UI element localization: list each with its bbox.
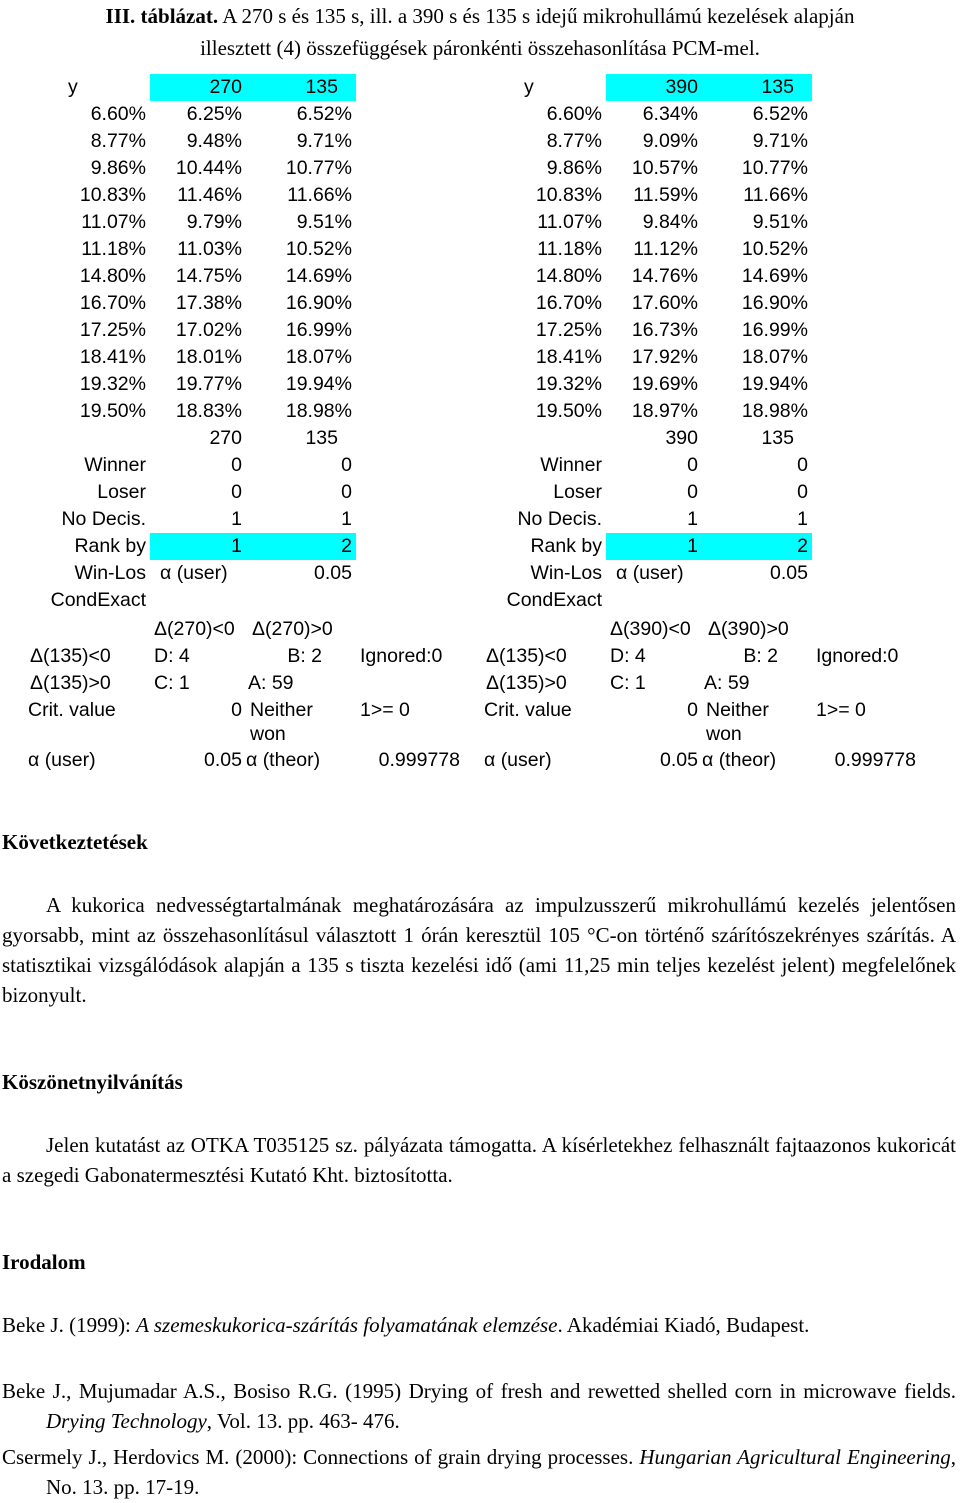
cell-b: B: 2 <box>287 645 322 667</box>
loser-label: Loser <box>553 481 602 503</box>
alpha-theor-value: 0.999778 <box>378 749 460 771</box>
cell-col-2: 6.52% <box>296 103 352 125</box>
header-col-1: 270 <box>209 76 242 98</box>
table-caption <box>4 0 956 64</box>
header-col-1: 390 <box>665 76 698 98</box>
cell-y: 17.25% <box>535 319 602 341</box>
delta-pos-label: Δ(135)>0 <box>30 672 111 694</box>
alpha-user-value: 0.05 <box>314 562 352 584</box>
conclusions-paragraph <box>2 890 956 1010</box>
reference-part: Beke J., Mujumadar A.S., Bosiso R.G. (1995) Drying of fresh and rewetted shelled corn in microwave fields. <box>2 1379 956 1403</box>
nodecis-val-1: 1 <box>231 508 242 530</box>
reference-part: . Akadémiai Kiadó, Budapest. <box>557 1313 810 1337</box>
cell-col-2: 10.77% <box>741 157 808 179</box>
cell-y: 14.80% <box>535 265 602 287</box>
cell-col-1: 18.97% <box>631 400 698 422</box>
cell-col-2: 11.66% <box>743 184 808 206</box>
cell-col-1: 6.25% <box>186 103 242 125</box>
subheader-col-1: 270 <box>209 427 242 449</box>
cell-y: 18.41% <box>535 346 602 368</box>
alpha-user-value-2: 0.05 <box>660 749 698 771</box>
winner-val-1: 0 <box>687 454 698 476</box>
header-y: y <box>68 76 78 98</box>
cell-y: 8.77% <box>90 130 146 152</box>
cell-col-1: 14.76% <box>631 265 698 287</box>
loser-val-2: 0 <box>341 481 352 503</box>
pcm-table-1 <box>0 74 470 774</box>
loser-val-1: 0 <box>687 481 698 503</box>
winner-label: Winner <box>84 454 146 476</box>
reference-part: Csermely J., Herdovics M. (2000): Connections of grain drying processes. <box>2 1445 640 1469</box>
subheader-col-2: 135 <box>305 427 338 449</box>
cell-col-2: 9.51% <box>752 211 808 233</box>
cell-col-2: 16.90% <box>741 292 808 314</box>
reference-item <box>2 1376 956 1436</box>
winner-val-1: 0 <box>231 454 242 476</box>
alpha-theor-label: α (theor) <box>702 749 777 771</box>
nodecis-val-2: 1 <box>797 508 808 530</box>
alpha-user-value: 0.05 <box>770 562 808 584</box>
cell-col-1: 9.79% <box>186 211 242 233</box>
delta-neg-label: Δ(135)<0 <box>30 645 111 667</box>
cell-y: 10.83% <box>79 184 146 206</box>
loser-val-2: 0 <box>797 481 808 503</box>
cell-col-1: 19.69% <box>631 373 698 395</box>
cell-col-2: 10.52% <box>741 238 808 260</box>
winlos-label: Win-Los <box>530 562 602 584</box>
delta-head-1: Δ(270)<0 <box>154 618 235 640</box>
reference-part: , No. 13. pp. 17-19. <box>46 1445 956 1499</box>
cell-col-1: 17.38% <box>175 292 242 314</box>
cell-col-1: 10.57% <box>631 157 698 179</box>
cell-col-2: 18.07% <box>741 346 808 368</box>
pcm-table-2 <box>456 74 926 774</box>
header-y: y <box>524 76 534 98</box>
cell-y: 17.25% <box>79 319 146 341</box>
cell-y: 19.50% <box>535 400 602 422</box>
cell-col-2: 9.71% <box>752 130 808 152</box>
cell-col-2: 19.94% <box>285 373 352 395</box>
cell-col-1: 11.03% <box>177 238 242 260</box>
cell-y: 14.80% <box>79 265 146 287</box>
caption-text-1: A 270 s és 135 s, ill. a 390 s és 135 s idejű mikrohullámú kezelések alapján <box>218 4 855 28</box>
cell-col-2: 9.71% <box>296 130 352 152</box>
rankby-val-1: 1 <box>687 535 698 557</box>
cell-col-1: 11.59% <box>633 184 698 206</box>
reference-part: Hungarian Agricultural Engineering <box>639 1445 951 1469</box>
cell-y: 6.60% <box>546 103 602 125</box>
header-col-2: 135 <box>305 76 338 98</box>
header-col-2: 135 <box>761 76 794 98</box>
cell-col-2: 10.77% <box>285 157 352 179</box>
cell-col-2: 16.99% <box>741 319 808 341</box>
winlos-label: Win-Los <box>74 562 146 584</box>
conclusions-text: A kukorica nedvességtartalmának meghatározására az impulzusszerű mikrohullámú kezelés jelentősen gyorsabb, mint az összehasonlításul választott 1 órán keresztül 105 °C-on történő szárítószekrényes szárítás. A statisztikai vizsgálódások alapján a 135 s tiszta kezelési idő (ami 11,25 min teljes kezelést jelent) megfelelőnek bizonyult. <box>2 893 956 1007</box>
loser-val-1: 0 <box>231 481 242 503</box>
cell-col-1: 11.12% <box>633 238 698 260</box>
delta-pos-label: Δ(135)>0 <box>486 672 567 694</box>
neither-label: Neither <box>250 699 313 721</box>
cell-col-1: 9.09% <box>642 130 698 152</box>
cell-col-2: 16.99% <box>285 319 352 341</box>
cell-y: 16.70% <box>79 292 146 314</box>
references-heading: Irodalom <box>2 1250 86 1274</box>
cell-c: C: 1 <box>610 672 646 694</box>
cell-y: 18.41% <box>79 346 146 368</box>
cell-b: B: 2 <box>743 645 778 667</box>
cell-d: D: 4 <box>154 645 190 667</box>
cell-col-2: 10.52% <box>285 238 352 260</box>
cell-y: 11.07% <box>81 211 146 233</box>
cell-col-2: 18.98% <box>741 400 808 422</box>
reference-item <box>2 1442 956 1502</box>
crit-label: Crit. value <box>484 699 572 721</box>
condexact-label: CondExact <box>506 589 602 611</box>
cell-col-1: 18.01% <box>175 346 242 368</box>
ignored: Ignored:0 <box>360 645 443 667</box>
cell-y: 19.32% <box>535 373 602 395</box>
crit-label: Crit. value <box>28 699 116 721</box>
neither-label: Neither <box>706 699 769 721</box>
alpha-theor-value: 0.999778 <box>834 749 916 771</box>
cell-a: A: 59 <box>248 672 294 694</box>
winner-label: Winner <box>540 454 602 476</box>
cell-y: 9.86% <box>90 157 146 179</box>
cell-y: 6.60% <box>90 103 146 125</box>
cell-y: 8.77% <box>546 130 602 152</box>
acknowledgement-text: Jelen kutatást az OTKA T035125 sz. pályázata támogatta. A kísérletekhez felhasznált fajtaazonos kukoricát a szegedi Gabonatermesztési Kutató Kht. biztosította. <box>2 1133 956 1187</box>
alpha-user-label: α (user) <box>160 562 228 584</box>
reference-item <box>2 1310 956 1340</box>
cell-col-2: 18.98% <box>285 400 352 422</box>
cell-col-1: 6.34% <box>642 103 698 125</box>
nodecis-label: No Decis. <box>517 508 602 530</box>
cell-col-2: 18.07% <box>285 346 352 368</box>
condexact-label: CondExact <box>50 589 146 611</box>
cell-y: 19.32% <box>79 373 146 395</box>
cell-col-1: 9.84% <box>642 211 698 233</box>
reference-part: A szemeskukorica-szárítás folyamatának elemzése <box>136 1313 558 1337</box>
delta-neg-label: Δ(135)<0 <box>486 645 567 667</box>
cell-y: 16.70% <box>535 292 602 314</box>
alpha-user-value-2: 0.05 <box>204 749 242 771</box>
crit-value: 0 <box>687 699 698 721</box>
crit-value: 0 <box>231 699 242 721</box>
cell-col-1: 17.60% <box>631 292 698 314</box>
cell-y: 9.86% <box>546 157 602 179</box>
cell-col-1: 9.48% <box>186 130 242 152</box>
delta-head-2: Δ(390)>0 <box>708 618 789 640</box>
cell-col-2: 16.90% <box>285 292 352 314</box>
caption-text-2: illesztett (4) összefüggések páronkénti összehasonlítása PCM-mel. <box>200 36 760 60</box>
won-label: won <box>250 723 286 745</box>
alpha-user-label: α (user) <box>616 562 684 584</box>
cell-col-1: 18.83% <box>175 400 242 422</box>
rankby-val-2: 2 <box>797 535 808 557</box>
ignored: Ignored:0 <box>816 645 899 667</box>
reference-part: Beke J. (1999): <box>2 1313 137 1337</box>
delta-head-1: Δ(390)<0 <box>610 618 691 640</box>
subheader-col-1: 390 <box>665 427 698 449</box>
winner-val-2: 0 <box>797 454 808 476</box>
crit-cond: 1>= 0 <box>360 699 410 721</box>
alpha-theor-label: α (theor) <box>246 749 321 771</box>
conclusions-heading: Következtetések <box>2 830 148 854</box>
cell-col-2: 19.94% <box>741 373 808 395</box>
delta-head-2: Δ(270)>0 <box>252 618 333 640</box>
cell-col-1: 14.75% <box>175 265 242 287</box>
cell-col-1: 10.44% <box>175 157 242 179</box>
rankby-label: Rank by <box>74 535 146 557</box>
cell-col-2: 9.51% <box>296 211 352 233</box>
caption-label: III. táblázat. <box>105 4 219 28</box>
alpha-user-label-2: α (user) <box>484 749 552 771</box>
cell-col-2: 14.69% <box>285 265 352 287</box>
cell-c: C: 1 <box>154 672 190 694</box>
reference-part: , Vol. 13. pp. 463- 476. <box>206 1409 400 1433</box>
cell-col-2: 14.69% <box>741 265 808 287</box>
won-label: won <box>706 723 742 745</box>
cell-y: 11.07% <box>537 211 602 233</box>
cell-a: A: 59 <box>704 672 750 694</box>
nodecis-label: No Decis. <box>61 508 146 530</box>
subheader-col-2: 135 <box>761 427 794 449</box>
winner-val-2: 0 <box>341 454 352 476</box>
cell-y: 19.50% <box>79 400 146 422</box>
cell-col-1: 17.02% <box>175 319 242 341</box>
cell-col-1: 16.73% <box>631 319 698 341</box>
cell-y: 11.18% <box>537 238 602 260</box>
rankby-label: Rank by <box>530 535 602 557</box>
nodecis-val-2: 1 <box>341 508 352 530</box>
acknowledgement-paragraph <box>2 1130 956 1190</box>
acknowledgement-heading: Köszönetnyilvánítás <box>2 1070 183 1094</box>
cell-col-2: 6.52% <box>752 103 808 125</box>
alpha-user-label-2: α (user) <box>28 749 96 771</box>
reference-part: Drying Technology <box>46 1409 207 1433</box>
cell-col-2: 11.66% <box>287 184 352 206</box>
cell-y: 10.83% <box>535 184 602 206</box>
cell-col-1: 19.77% <box>175 373 242 395</box>
loser-label: Loser <box>97 481 146 503</box>
cell-y: 11.18% <box>81 238 146 260</box>
nodecis-val-1: 1 <box>687 508 698 530</box>
cell-col-1: 17.92% <box>631 346 698 368</box>
cell-d: D: 4 <box>610 645 646 667</box>
cell-col-1: 11.46% <box>177 184 242 206</box>
rankby-val-1: 1 <box>231 535 242 557</box>
rankby-val-2: 2 <box>341 535 352 557</box>
crit-cond: 1>= 0 <box>816 699 866 721</box>
